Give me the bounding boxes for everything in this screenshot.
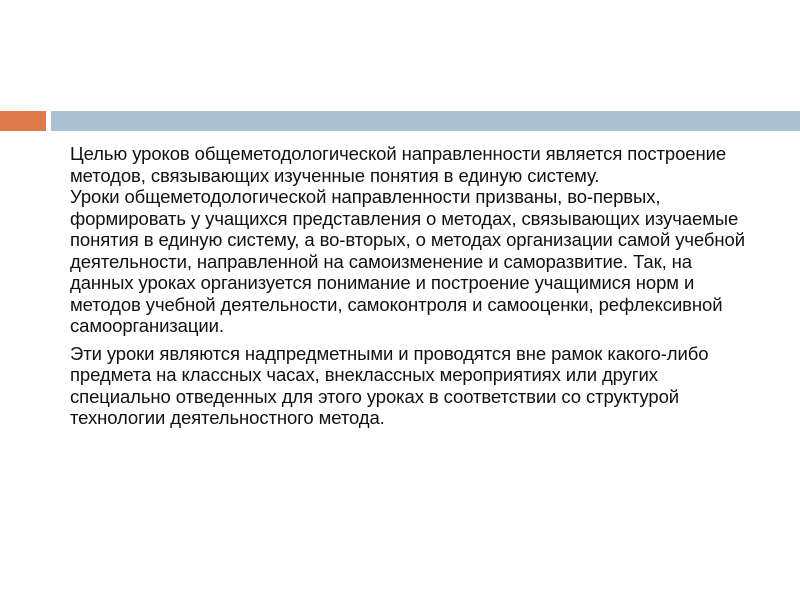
paragraph-1 bbox=[70, 143, 760, 337]
slide-content bbox=[70, 143, 760, 435]
title-bar bbox=[51, 111, 800, 131]
paragraph-2: Эти уроки являются надпредметными и проводятся вне рамок какого-либо предмета на классных часах, внеклассных мероприятиях или других специально отведенных для этого уроках в соответствии со структурой технологии деятельностного метода. bbox=[70, 342, 709, 428]
paragraph-1-sentence-1: Целью уроков общеметодологической направленности является построение методов, связывающих изученные понятия в единую систему. bbox=[70, 143, 727, 186]
paragraph-1-sentence-2: Уроки общеметодологической направленности призваны, во-первых, формировать у учащихся представления о методах, связывающих изучаемые понятия в единую систему, а во-вторых, о методах организации самой учебной деятельности, направленной на самоизменение и саморазвитие. Так, на данных уроках организуется понимание и построение учащимися норм и методов учебной деятельности, самоконтроля и самооценки, рефлексивной самоорганизации. bbox=[70, 186, 745, 336]
accent-bar bbox=[0, 111, 46, 131]
